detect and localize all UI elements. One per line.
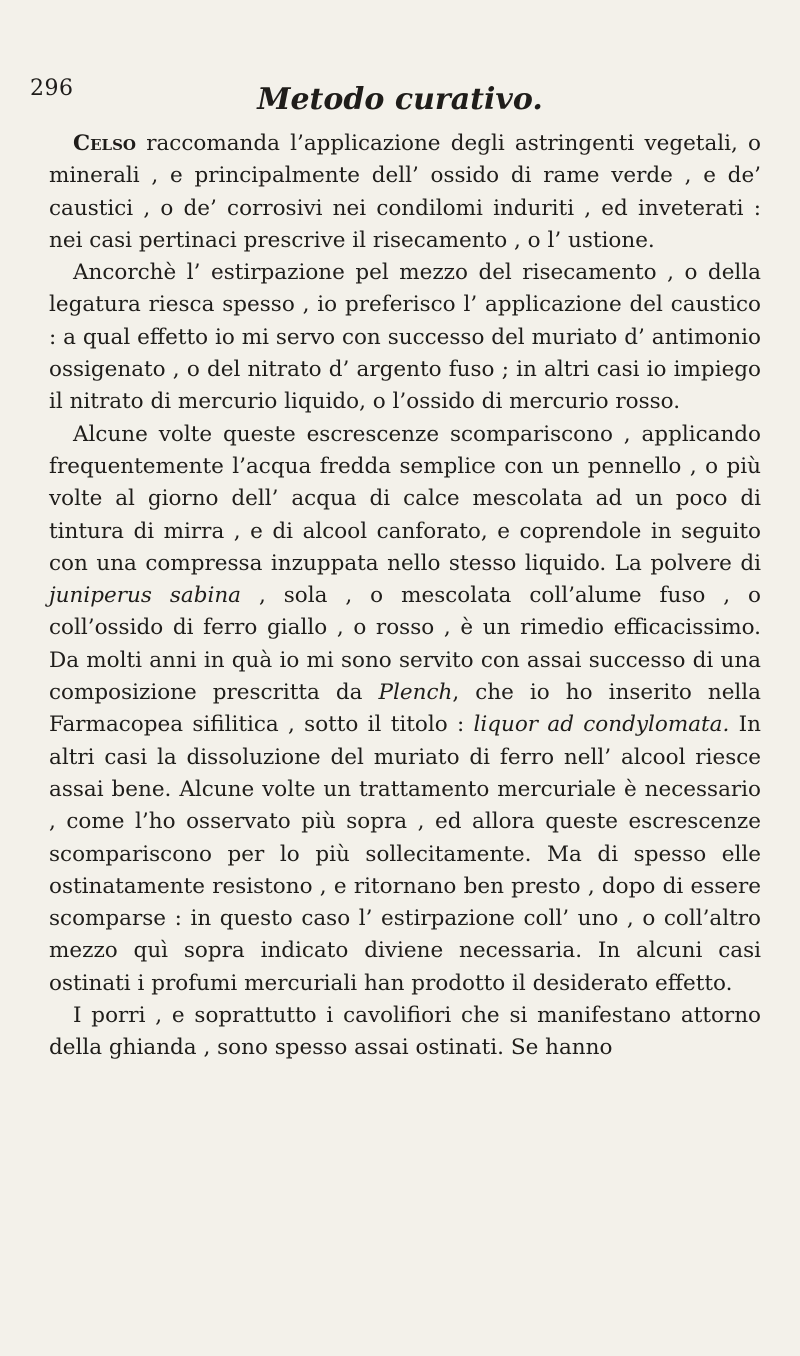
- paragraph-2: Ancorchè l’ estirpazione pel mezzo del risecamento , o della legatura riesca spesso , io preferisco l’ applicazione del caustico : a qual effetto io mi servo con successo del muriato d’ antimonio ossigenato , o del nitrato d’ argento fuso ; in altri casi io impiego il nitrato di mercurio liquido, o l’ossido di mercurio rosso.: [49, 260, 761, 415]
- body-text: [49, 128, 761, 1065]
- paragraph-3-text-c: , che io ho inserito nella Farmacopea sifilitica , sotto il titolo :: [49, 680, 761, 738]
- latin-term-juniperus: juniperus sabina: [49, 583, 241, 609]
- author-name: Celso: [73, 131, 136, 156]
- paragraph-4: I porri , e soprattutto i cavolifiori che si manifestano attorno della ghianda , sono spesso assai ostinati. Se hanno: [49, 1003, 761, 1061]
- latin-title-liquor: liquor ad condylomata.: [473, 712, 730, 738]
- author-plench: Plench: [378, 680, 453, 706]
- paragraph-1-text: raccomanda l’applicazione degli astringenti vegetali, o minerali , e principalmente dell’ ossido di rame verde , e de’ caustici , o de’ corrosivi nei condilomi induriti , ed inveterati : nei casi pertinaci prescrive il risecamento , o l’ ustione.: [49, 131, 761, 253]
- paragraph-1: [49, 128, 761, 257]
- section-title: Metodo curativo.: [257, 82, 543, 117]
- paragraph-3-text-d: In altri casi la dissoluzione del muriato di ferro nell’ alcool riesce assai bene. Alcune volte un trattamento mercuriale è necessario , come l’ho osservato più sopra , ed allora queste escrescenze scompariscono per lo più sollecitamente. Ma di spesso elle ostinatamente resistono , e ritornano ben presto , dopo di essere scomparse : in questo caso l’ estirpazione coll’ uno , o coll’altro mezzo quì sopra indicato diviene necessaria. In alcuni casi ostinati i profumi mercuriali han prodotto il desiderato effetto.: [49, 712, 761, 996]
- paragraph-3-text-a: Alcune volte queste escrescenze scompariscono , applicando frequentemente l’acqua fredda semplice con un pennello , o più volte al giorno dell’ acqua di calce mescolata ad un poco di tintura di mirra , e di alcool canforato, e coprendole in seguito con una compressa inzuppata nello stesso liquido. La polvere di: [49, 421, 761, 576]
- paragraph-3-text-b: , sola , o mescolata coll’alume fuso , o coll’ossido di ferro giallo , o rosso , è un rimedio efficacissimo. Da molti anni in quà io mi sono servito con assai successo di una composizione prescritta da: [49, 583, 761, 706]
- paragraph-3: [49, 419, 761, 1000]
- page-number: 296: [30, 76, 74, 101]
